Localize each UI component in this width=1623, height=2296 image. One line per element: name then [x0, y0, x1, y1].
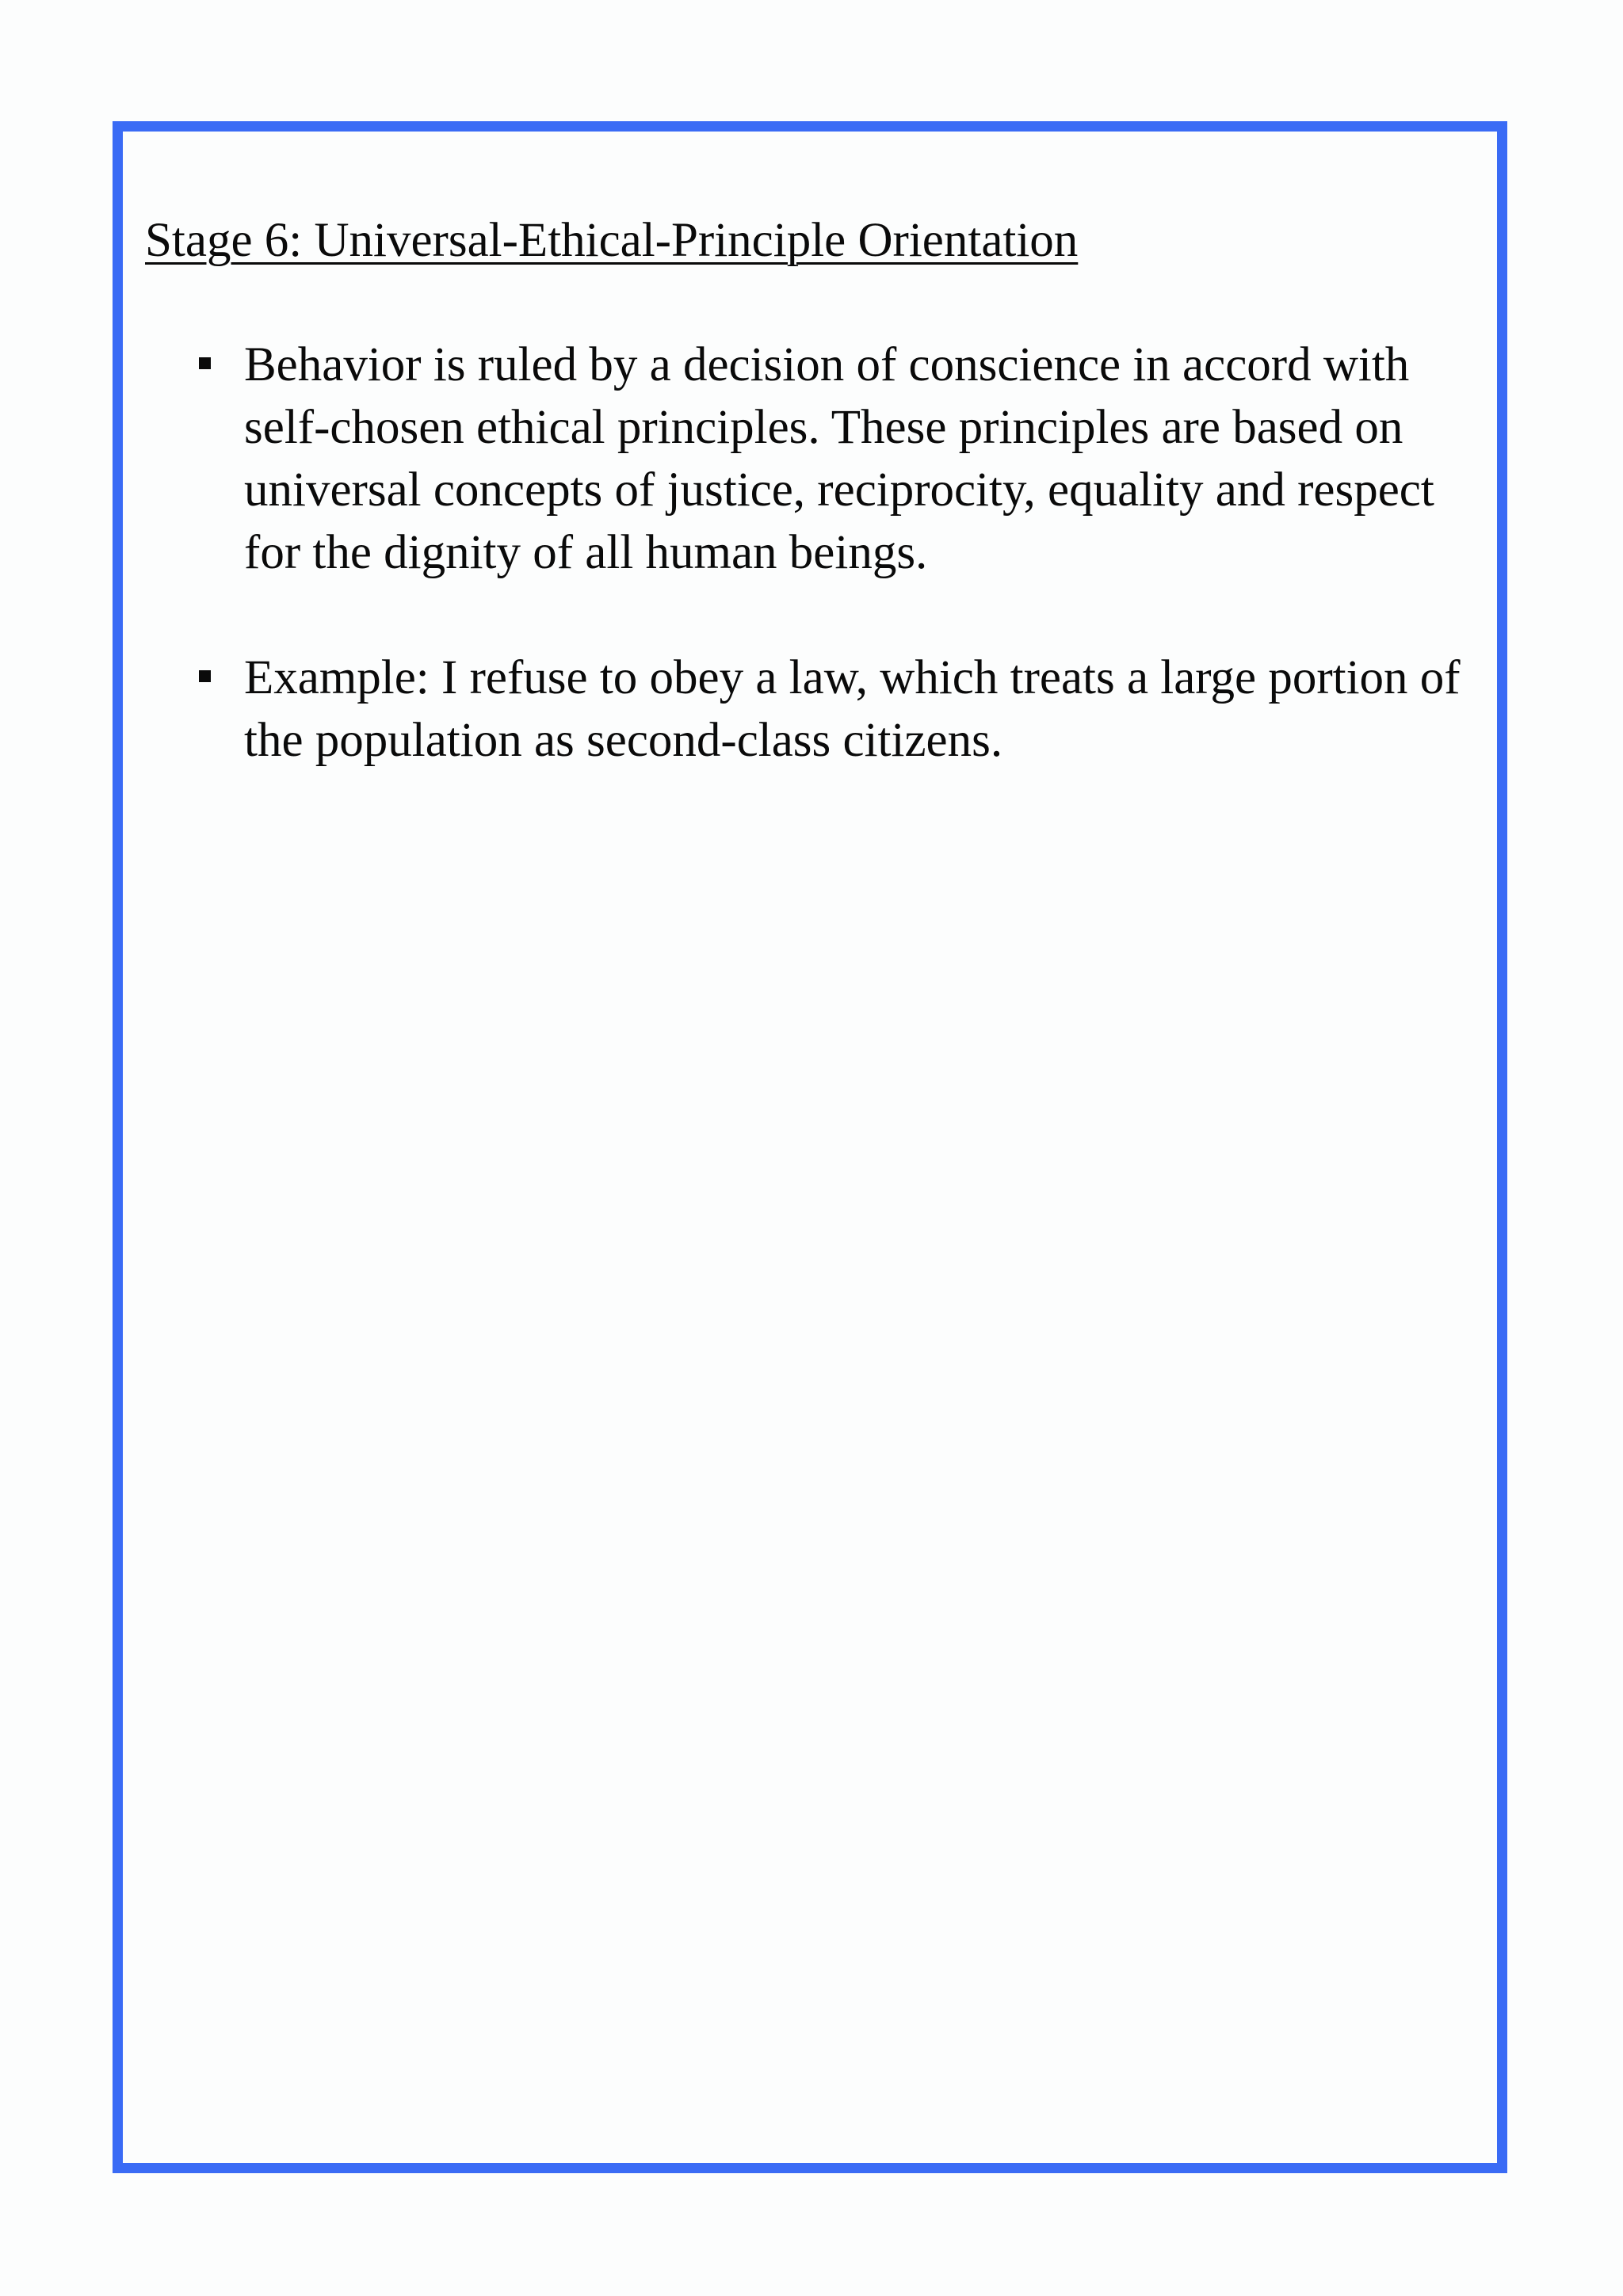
square-bullet-icon: [199, 670, 211, 682]
bullet-list: [123, 334, 1497, 834]
list-item-text: Behavior is ruled by a decision of conscience in accord with self-chosen ethical principles. These principles are based on universal concepts of justice, reciprocity, equality and respect for the dignity of all human beings.: [244, 338, 1434, 579]
list-item: [123, 646, 1497, 772]
content-card: [113, 121, 1507, 2173]
list-item: [123, 334, 1497, 584]
list-item-text: Example: I refuse to obey a law, which treats a large portion of the population as second-class citizens.: [244, 651, 1461, 767]
square-bullet-icon: [199, 357, 211, 369]
page-title: Stage 6: Universal-Ethical-Principle Orientation: [145, 214, 1079, 267]
